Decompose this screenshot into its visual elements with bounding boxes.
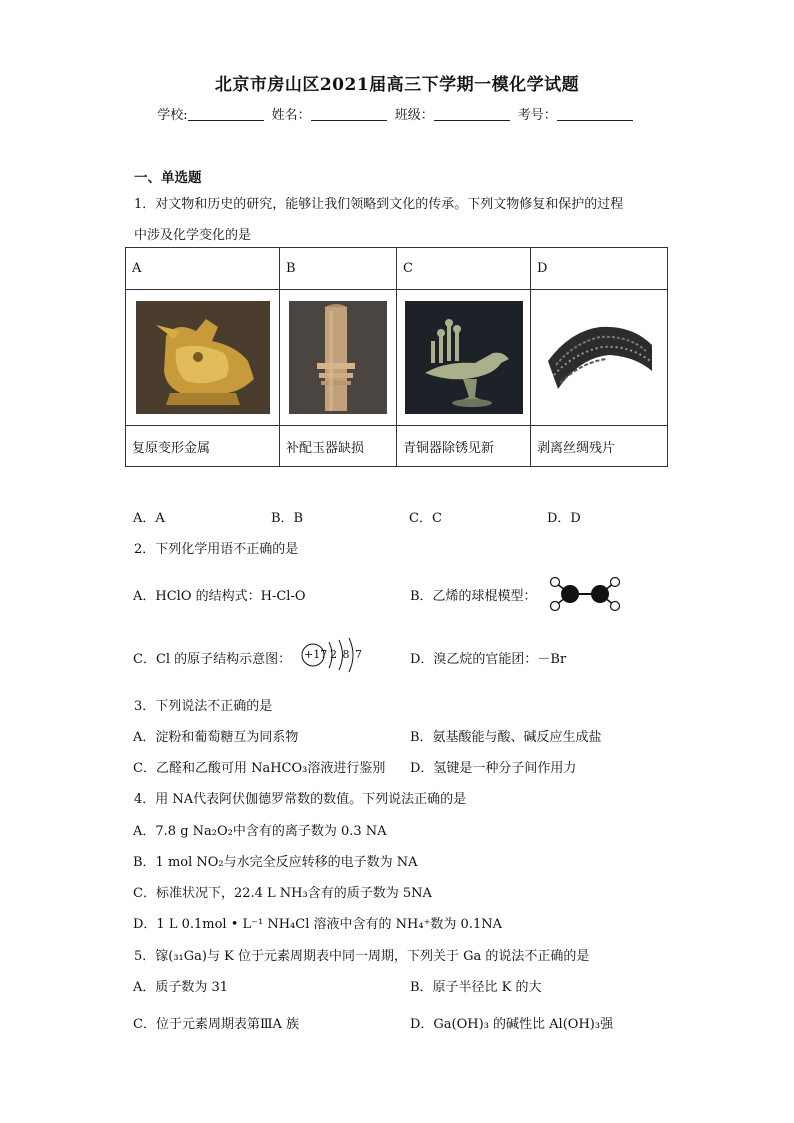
name-blank <box>311 108 387 121</box>
class-label: 班级： <box>394 108 434 123</box>
artifact-image-a <box>126 290 280 426</box>
caption-b: 补配玉器缺损 <box>280 426 397 467</box>
q5-option-d: D．Ga(OH)₃ 的碱性比 Al(OH)₃强 <box>410 1017 614 1032</box>
q5-option-a: A．质子数为 31 <box>133 980 229 995</box>
school-blank <box>188 108 264 121</box>
nucleus-label: +17 <box>304 648 328 661</box>
q5-option-c: C．位于元素周期表第ⅢA 族 <box>133 1017 300 1032</box>
caption-c: 青铜器除锈见新 <box>397 426 531 467</box>
q2-option-a: A．HClO 的结构式：H-Cl-O <box>133 589 306 604</box>
q4-stem: 4．用 NA代表阿伏伽德罗常数的数值。下列说法正确的是 <box>134 792 467 807</box>
caption-a: 复原变形金属 <box>126 426 280 467</box>
artifact-image-c <box>397 290 531 426</box>
student-info-line <box>0 104 794 123</box>
q4-option-b: B．1 mol NO₂与水完全反应转移的电子数为 NA <box>133 855 418 870</box>
number-label: 考号： <box>517 108 557 123</box>
class-blank <box>434 108 510 121</box>
q1-stem-line1: 1．对文物和历史的研究，能够让我们领略到文化的传承。下列文物修复和保护的过程 <box>134 197 624 212</box>
page-title: 北京市房山区2021届高三下学期一模化学试题 <box>214 75 580 95</box>
q2-option-c: C．Cl 的原子结构示意图： <box>133 652 292 667</box>
q3-stem: 3．下列说法不正确的是 <box>134 699 273 714</box>
q1-stem-line2: 中涉及化学变化的是 <box>134 228 252 243</box>
q1-option-c: C．C <box>409 511 442 526</box>
q3-option-c: C．乙醛和乙酸可用 NaHCO₃溶液进行鉴别 <box>133 761 386 776</box>
ethylene-ball-stick-model <box>548 576 624 612</box>
q4-option-a: A．7.8 g Na₂O₂中含有的离子数为 0.3 NA <box>133 824 387 839</box>
q1-option-a: A．A <box>133 511 165 526</box>
artifact-image-b <box>280 290 397 426</box>
table-col-b: B <box>280 248 397 290</box>
q4-option-c: C．标准状况下，22.4 L NH₃含有的质子数为 5NA <box>133 886 432 901</box>
q3-option-b: B．氨基酸能与酸、碱反应生成盐 <box>410 730 602 745</box>
number-blank <box>557 108 633 121</box>
school-label: 学校: <box>157 108 188 123</box>
q4-option-d: D．1 L 0.1mol • L⁻¹ NH₄Cl 溶液中含有的 NH₄⁺数为 0.1NA <box>133 917 502 932</box>
q3-option-a: A．淀粉和葡萄糖互为同系物 <box>133 730 299 745</box>
q2-stem: 2．下列化学用语不正确的是 <box>134 542 299 557</box>
name-label: 姓名： <box>271 108 311 123</box>
q2-option-b: B．乙烯的球棍模型： <box>410 589 537 604</box>
q1-option-d: D．D <box>547 511 581 526</box>
q1-option-b: B．B <box>271 511 304 526</box>
q2-option-d: D．溴乙烷的官能团：－Br <box>410 652 567 667</box>
section-heading: 一、单选题 <box>134 170 202 186</box>
caption-d: 剥离丝绸残片 <box>531 426 668 467</box>
artifact-table <box>125 247 668 467</box>
q5-option-b: B．原子半径比 K 的大 <box>410 980 542 995</box>
shell-electrons: 2 8 7 <box>330 648 363 661</box>
artifact-image-d <box>531 290 668 426</box>
table-col-c: C <box>397 248 531 290</box>
table-col-a: A <box>126 248 280 290</box>
q5-stem: 5．镓(₃₁Ga)与 K 位于元素周期表中同一周期，下列关于 Ga 的说法不正确的是 <box>134 949 590 964</box>
q3-option-d: D．氢键是一种分子间作用力 <box>410 761 577 776</box>
table-col-d: D <box>531 248 668 290</box>
cl-atom-structure-diagram <box>299 634 365 674</box>
